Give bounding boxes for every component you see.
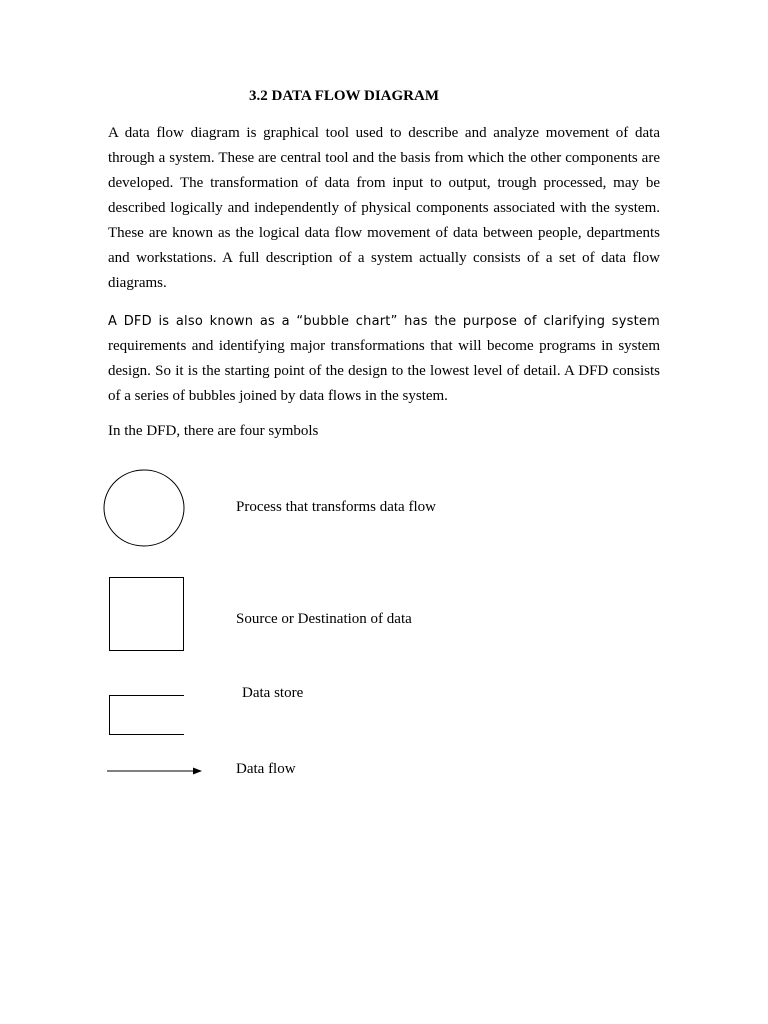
process-label: Process that transforms data flow [236, 499, 436, 515]
paragraph-bubble-chart [108, 309, 660, 409]
process-circle-icon [104, 470, 184, 546]
paragraph-four-symbols: In the DFD, there are four symbols [108, 423, 319, 439]
data-store-label: Data store [242, 685, 304, 701]
data-flow-arrow-icon [107, 768, 202, 775]
data-store-icon [110, 696, 185, 735]
data-flow-label: Data flow [236, 761, 296, 777]
source-destination-square-icon [110, 578, 184, 651]
section-heading: 3.2 DATA FLOW DIAGRAM [249, 88, 440, 104]
paragraph-bubble-chart-rest: requirements and identifying major transformations that will become programs in system design. So it is the starting point of the design to the lowest level of detail. A DFD consists of a series of bubbles joined by data flows in the system. [108, 338, 660, 404]
source-destination-label: Source or Destination of data [236, 611, 412, 627]
paragraph-bubble-chart-first-line: A DFD is also known as a “bubble chart” has the purpose of clarifying system [108, 314, 660, 329]
paragraph-definition: A data flow diagram is graphical tool used to describe and analyze movement of data through a system. These are central tool and the basis from which the other components are developed. The transformation of data from input to output, trough processed, may be described logically and independently of physical components associated with the system. These are known as the logical data flow movement of data between people, departments and workstations. A full description of a system actually consists of a set of data flow diagrams. [108, 125, 660, 291]
